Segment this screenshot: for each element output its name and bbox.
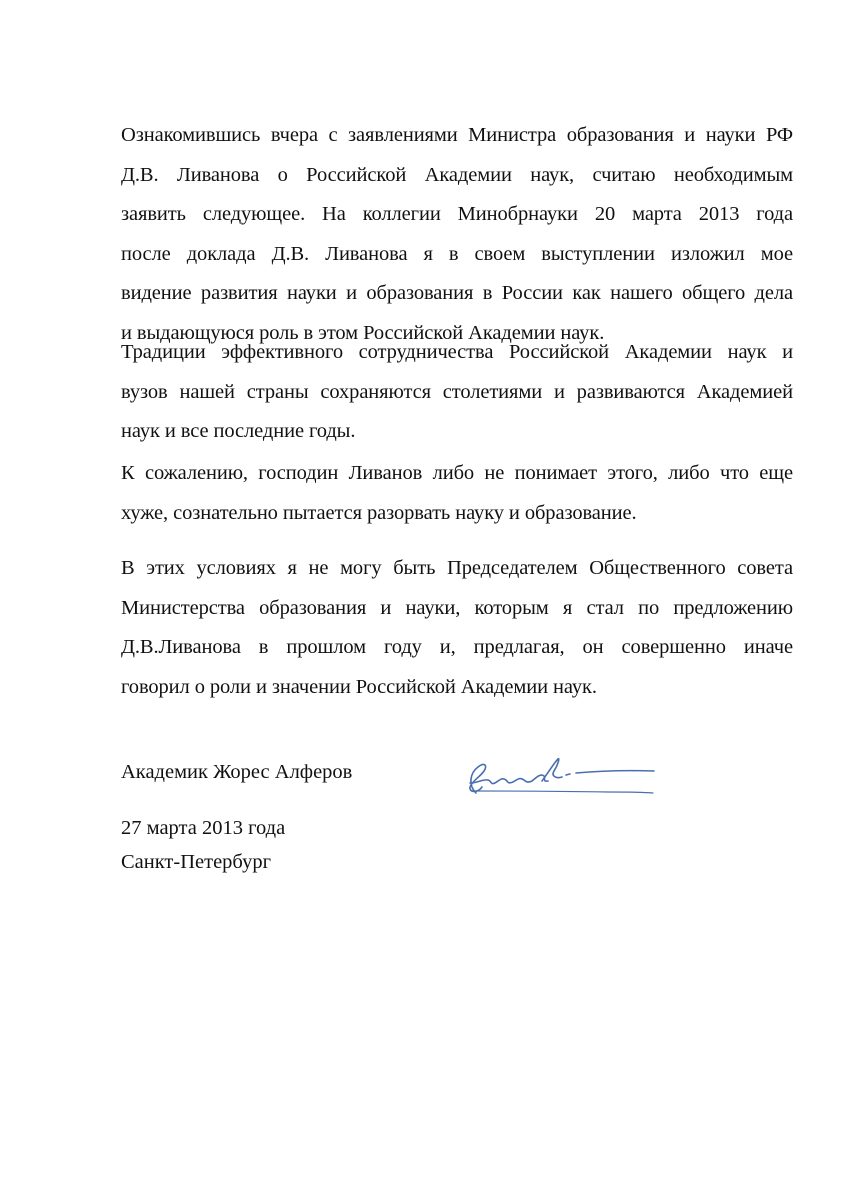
paragraph-3 <box>121 454 793 533</box>
handwritten-signature-icon <box>458 753 658 803</box>
text-line: наук и все последние годы. <box>121 420 356 442</box>
text-line: говорил о роли и значении Российской Академии наук. <box>121 675 597 698</box>
paragraph-4 <box>121 549 793 707</box>
text-line: Традиции эффективного сотрудничества Российской Академии наук и <box>121 341 793 363</box>
document-place: Санкт-Петербург <box>121 851 271 873</box>
text-line: Ознакомившись вчера с заявлениями Министра образования и науки РФ <box>121 124 793 146</box>
text-line: К сожалению, господин Ливанов либо не понимает этого, либо что еще <box>121 462 793 484</box>
text-line: после доклада Д.В. Ливанова я в своем выступлении изложил мое <box>121 242 793 265</box>
signer-name: Академик Жорес Алферов <box>121 761 353 783</box>
text-line: хуже, сознательно пытается разорвать науку и образование. <box>121 501 637 524</box>
text-line: Д.В. Ливанова о Российской Академии наук, считаю необходимым <box>121 163 793 186</box>
text-line: видение развития науки и образования в России как нашего общего дела <box>121 282 793 304</box>
text-line: и выдающуюся роль в этом Российской Академии наук. <box>121 321 605 344</box>
text-line: Министерства образования и науки, которым я стал по предложению <box>121 596 793 619</box>
paragraph-1 <box>121 116 793 353</box>
text-line: вузов нашей страны сохраняются столетиями и развиваются Академией <box>121 380 793 403</box>
text-line: заявить следующее. На коллегии Минобрнауки 20 марта 2013 года <box>121 203 793 225</box>
document-date: 27 марта 2013 года <box>121 817 286 839</box>
text-line: В этих условиях я не могу быть Председателем Общественного совета <box>121 557 793 579</box>
paragraph-2 <box>121 333 793 452</box>
text-line: Д.В.Ливанова в прошлом году и, предлагая, он совершенно иначе <box>121 636 793 658</box>
